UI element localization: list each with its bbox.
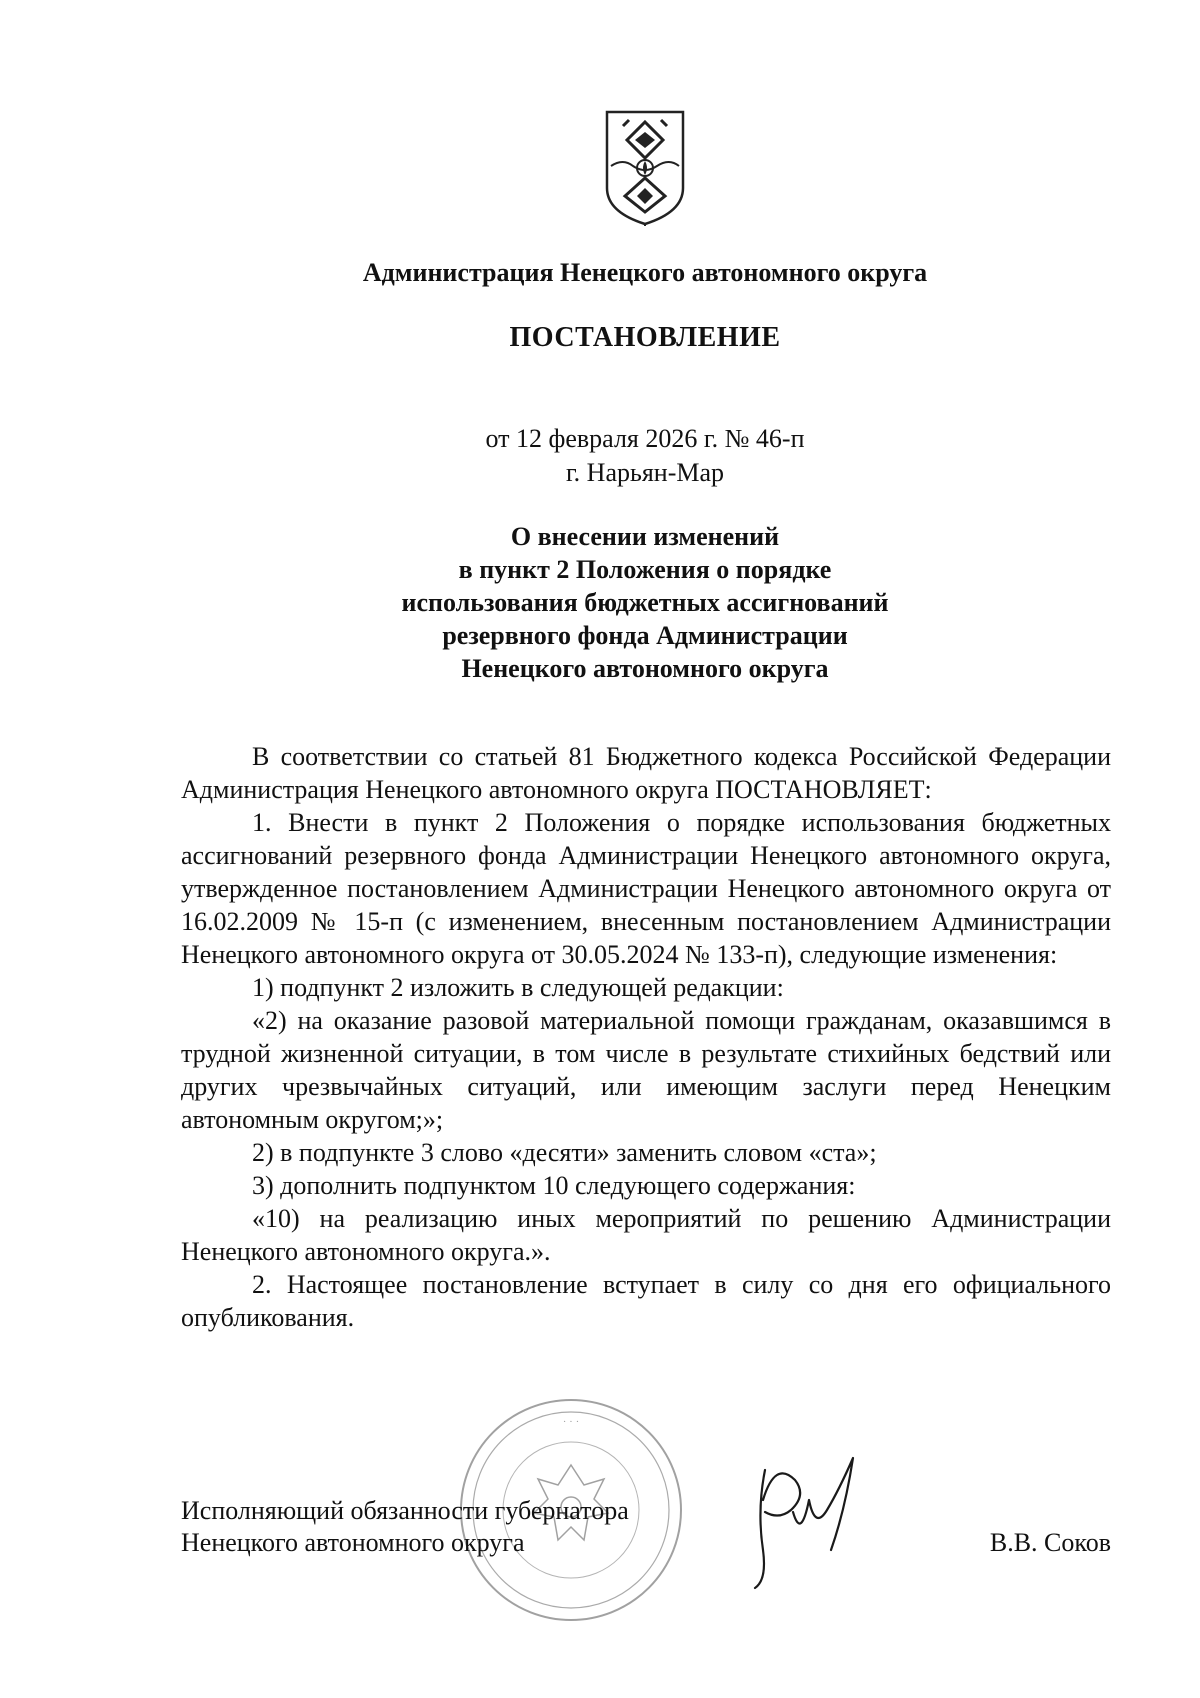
body-paragraph: В соответствии со статьей 81 Бюджетного кодекса Российской Федерации Администрация Ненецкого автономного округа ПОСТАНОВЛЯЕТ: [181, 742, 1111, 804]
body-paragraph: «10) на реализацию иных мероприятий по решению Администрации Ненецкого автономного округа.». [181, 1204, 1111, 1266]
subject-line: Ненецкого автономного округа [461, 654, 829, 683]
signatory-position: Ненецкого автономного округа [181, 1528, 525, 1557]
body-paragraph: «2) на оказание разовой материальной помощи гражданам, оказавшимся в трудной жизненной ситуации, в том числе в результате стихийных бедствий или других чрезвычайных ситуаций, или имеющим заслуги перед Ненецким автономным округом;»; [181, 1006, 1111, 1134]
document-type-heading: ПОСТАНОВЛЕНИЕ [509, 322, 781, 353]
subject-line: резервного фонда Администрации [442, 621, 848, 650]
coat-of-arms-icon [603, 108, 687, 226]
subject-line: О внесении изменений [510, 522, 780, 551]
signatory-position: Исполняющий обязанности губернатора [181, 1496, 629, 1525]
signatory-name: В.В. Соков [989, 1528, 1111, 1557]
body-paragraph: 1) подпункт 2 изложить в следующей редакции: [252, 973, 784, 1002]
date-number: от 12 февраля 2026 г. № 46-п [485, 424, 805, 453]
body-paragraph: 3) дополнить подпунктом 10 следующего содержания: [252, 1171, 856, 1200]
signature-block [181, 1495, 1111, 1559]
organization-title: Администрация Ненецкого автономного округа [362, 258, 928, 287]
subject-line: в пункт 2 Положения о порядке [458, 555, 832, 584]
body-paragraph: 2. Настоящее постановление вступает в силу со дня его официального опубликования. [181, 1270, 1111, 1332]
document-subject [0, 520, 1200, 685]
subject-line: использования бюджетных ассигнований [401, 588, 889, 617]
document-body [181, 740, 1111, 1334]
svg-text:· · ·: · · · [562, 1416, 580, 1428]
city: г. Нарьян-Мар [565, 458, 725, 487]
date-and-place [0, 422, 1200, 490]
body-paragraph: 1. Внести в пункт 2 Положения о порядке использования бюджетных ассигнований резервного фонда Администрации Ненецкого автономного округа, утвержденное постановлением Администрации Ненецкого автономного округа от 16.02.2009 № 15-п (с изменением, внесенным постановлением Администрации Ненецкого автономного округа от 30.05.2024 № 133-п), следующие изменения: [181, 808, 1111, 969]
body-paragraph: 2) в подпункте 3 слово «десяти» заменить словом «ста»; [252, 1138, 877, 1167]
